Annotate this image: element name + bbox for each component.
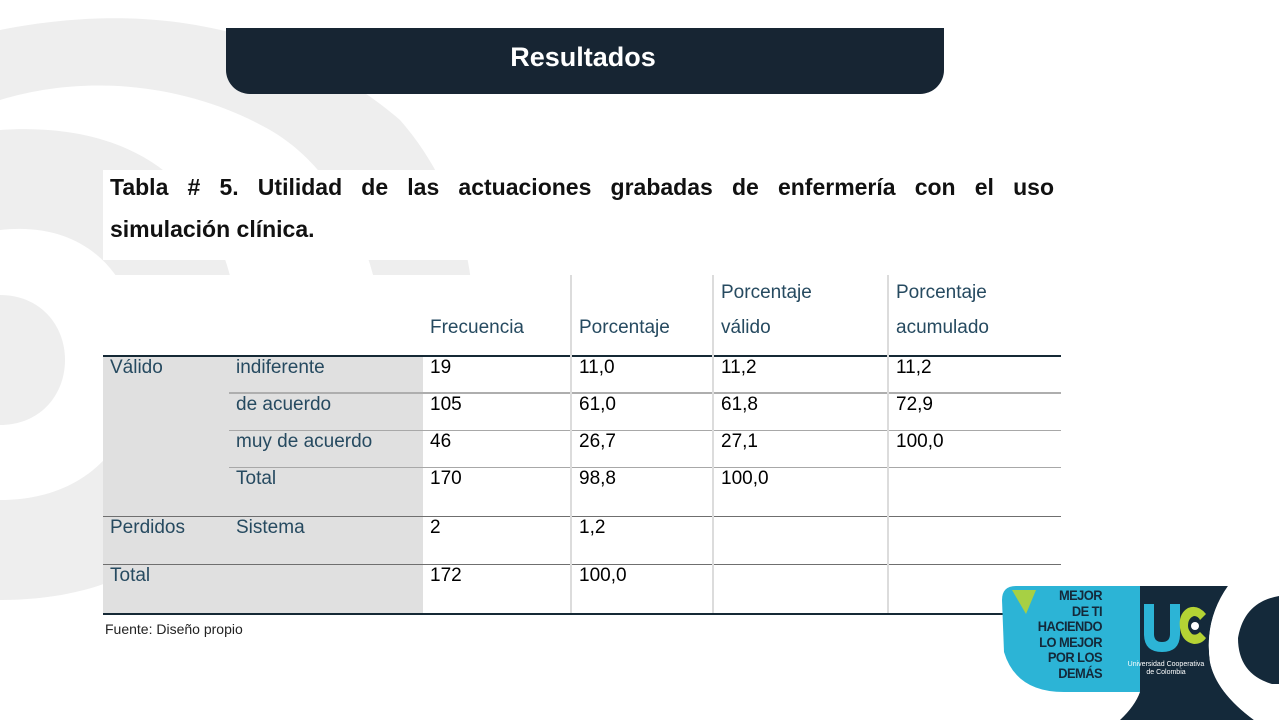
cell-porcentaje-acumulado: 100,0	[888, 430, 1061, 467]
cell-porcentaje-acumulado	[888, 516, 1061, 564]
table-row	[103, 467, 1061, 516]
table-row	[103, 430, 1061, 467]
cell-frecuencia: 2	[423, 516, 571, 564]
cell-frecuencia: 172	[423, 564, 571, 614]
cell-porcentaje-acumulado	[888, 467, 1061, 516]
col-header-porcentaje: Porcentaje	[571, 275, 713, 356]
cell-porcentaje-valido	[713, 516, 888, 564]
caption-line-2: simulación clínica.	[110, 216, 315, 242]
table-caption	[103, 170, 1061, 260]
caption-line-1: Tabla # 5. Utilidad de las actuaciones grabadas de enfermería con el uso	[110, 174, 1054, 200]
row-group-label	[103, 430, 229, 467]
cell-frecuencia: 105	[423, 393, 571, 430]
cell-porcentaje: 61,0	[571, 393, 713, 430]
cell-porcentaje: 11,0	[571, 356, 713, 393]
cell-porcentaje: 98,8	[571, 467, 713, 516]
table-row	[103, 516, 1061, 564]
row-label: Total	[229, 467, 423, 516]
table-header-row	[103, 275, 1061, 356]
row-group-label: Válido	[103, 356, 229, 393]
col-header-porcentaje-valido: Porcentaje válido	[713, 275, 888, 356]
cell-porcentaje-valido	[713, 564, 888, 614]
cell-porcentaje: 26,7	[571, 430, 713, 467]
table-row	[103, 564, 1061, 614]
cell-frecuencia: 170	[423, 467, 571, 516]
row-label: indiferente	[229, 356, 423, 393]
row-group-label: Perdidos	[103, 516, 229, 564]
university-logo-icon	[1138, 600, 1210, 658]
col-header-frecuencia: Frecuencia	[423, 275, 571, 356]
cell-frecuencia: 46	[423, 430, 571, 467]
header-bar	[226, 28, 944, 94]
table-row	[103, 356, 1061, 393]
row-label: de acuerdo	[229, 393, 423, 430]
row-group-label	[103, 467, 229, 516]
row-label	[229, 564, 423, 614]
cell-porcentaje: 100,0	[571, 564, 713, 614]
page-title: Resultados	[510, 41, 656, 72]
col-header-porcentaje-acumulado: Porcentaje acumulado	[888, 275, 1061, 356]
row-label: Sistema	[229, 516, 423, 564]
cell-porcentaje-acumulado: 72,9	[888, 393, 1061, 430]
cell-porcentaje: 1,2	[571, 516, 713, 564]
cell-porcentaje-valido: 11,2	[713, 356, 888, 393]
row-label: muy de acuerdo	[229, 430, 423, 467]
cell-porcentaje-valido: 61,8	[713, 393, 888, 430]
row-group-label: Total	[103, 564, 229, 614]
row-group-label	[103, 393, 229, 430]
cell-porcentaje-acumulado: 11,2	[888, 356, 1061, 393]
cell-frecuencia: 19	[423, 356, 571, 393]
cell-porcentaje-valido: 27,1	[713, 430, 888, 467]
cell-porcentaje-valido: 100,0	[713, 467, 888, 516]
brand-slogan: MEJOR DE TI HACIENDO LO MEJOR POR LOS DEMÁS	[1037, 587, 1102, 681]
source-note: Fuente: Diseño propio	[105, 621, 243, 637]
university-name: Universidad Cooperativa de Colombia	[1127, 661, 1205, 676]
table-row	[103, 393, 1061, 430]
results-table	[103, 275, 1061, 615]
